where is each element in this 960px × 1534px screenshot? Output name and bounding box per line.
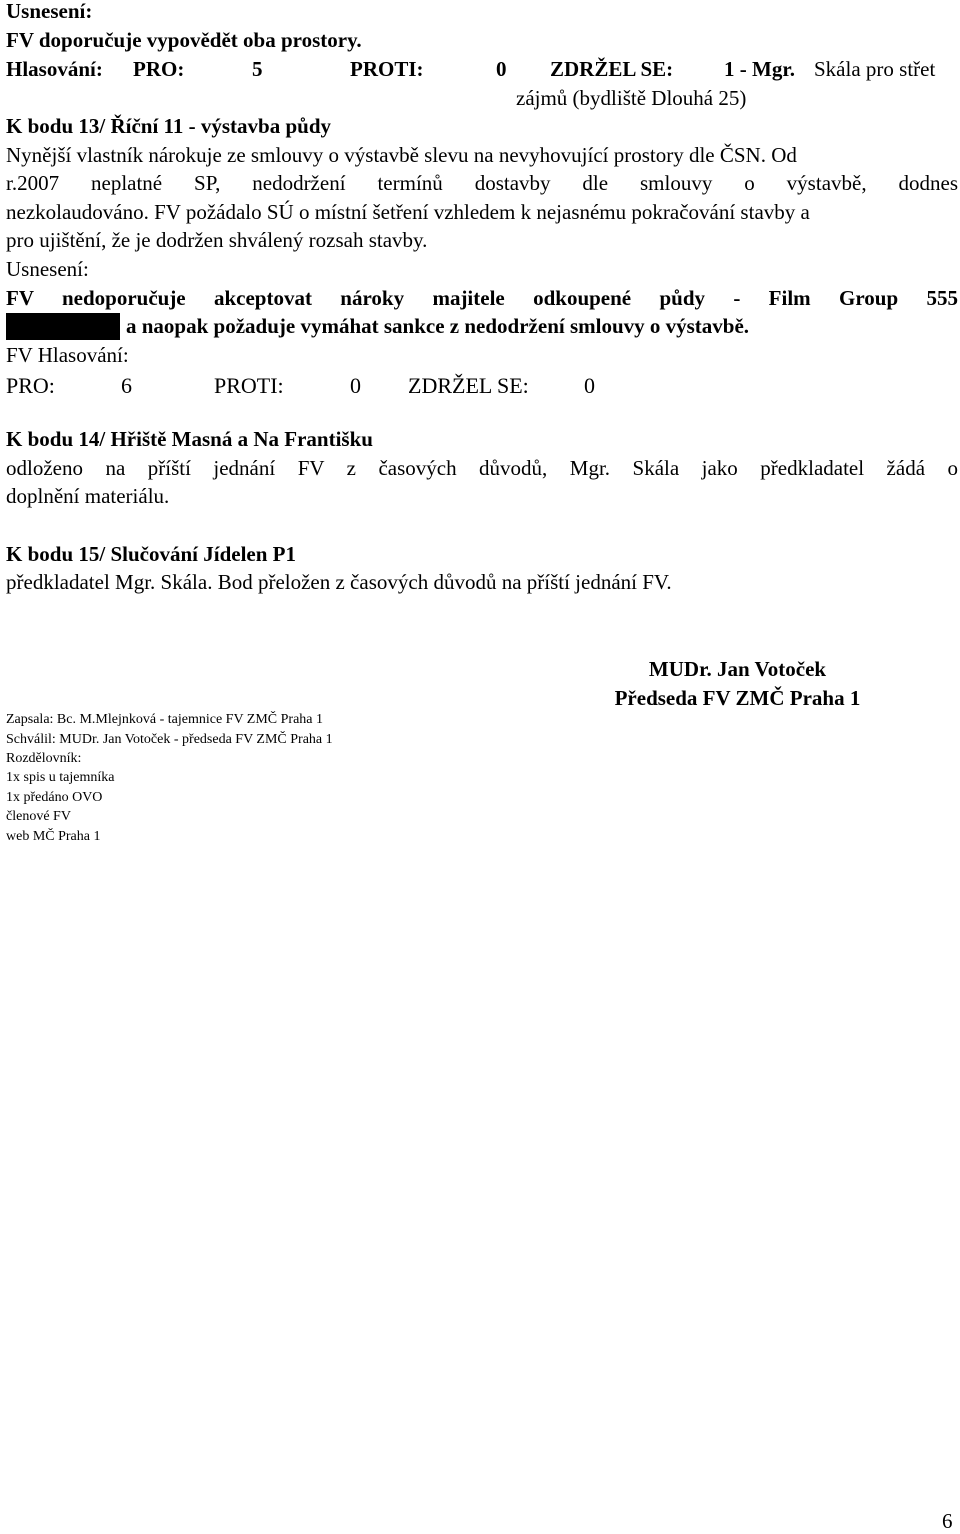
distribution-item: web MČ Praha 1 (6, 829, 101, 844)
vote-pro-label: PRO: (133, 57, 185, 81)
item13-vote-zdrzel-value: 0 (584, 373, 595, 398)
item13-heading: K bodu 13/ Říční 11 - výstavba půdy (6, 114, 332, 138)
vote-zdrzel-value: 1 - Mgr. (724, 57, 795, 81)
vote-pro-value: 5 (252, 57, 263, 81)
item14-text-line1: odloženo na příští jednání FV z časových důvodů, Mgr. Skála jako předkladatel žádá o (6, 456, 958, 480)
redaction-block (6, 313, 120, 340)
resolution-label: Usnesení: (6, 0, 93, 23)
page-number: 6 (942, 1509, 953, 1533)
item15-text: předkladatel Mgr. Skála. Bod přeložen z časových důvodů na příští jednání FV. (6, 570, 672, 594)
footer-rozdelovnik: Rozdělovník: (6, 751, 82, 766)
vote-note-line1: Skála pro střet (814, 57, 936, 81)
signature-role: Předseda FV ZMČ Praha 1 (614, 686, 861, 710)
item13-resolution-line1: FV nedoporučuje akceptovat nároky majitele odkoupené půdy - Film Group 555 (6, 286, 958, 310)
item13-text-line4: pro ujištění, že je dodržen shválený rozsah stavby. (6, 228, 428, 252)
item13-resolution-label: Usnesení: (6, 257, 89, 281)
distribution-item: 1x předáno OVO (6, 790, 103, 805)
footer-zapsala: Zapsala: Bc. M.Mlejnková - tajemnice FV ZMČ Praha 1 (6, 712, 324, 727)
item13-vote-proti-label: PROTI: (214, 373, 284, 398)
resolution-text: FV doporučuje vypovědět oba prostory. (6, 28, 362, 52)
item15-heading: K bodu 15/ Slučování Jídelen P1 (6, 542, 296, 566)
item13-vote-proti-value: 0 (350, 373, 361, 398)
vote-zdrzel-label: ZDRŽEL SE: (550, 57, 674, 81)
item13-text-line1: Nynější vlastník nárokuje ze smlouvy o výstavbě slevu na nevyhovující prostory dle ČSN. Od (6, 143, 797, 167)
vote-note-line2: zájmů (bydliště Dlouhá 25) (516, 86, 747, 110)
item13-vote-pro-label: PRO: (6, 373, 55, 398)
distribution-item: 1x spis u tajemníka (6, 770, 115, 785)
item13-resolution-line2: a naopak požaduje vymáhat sankce z nedodržení smlouvy o výstavbě. (126, 314, 750, 338)
signature-name: MUDr. Jan Votoček (648, 657, 827, 681)
distribution-item: členové FV (6, 809, 71, 824)
vote-label: Hlasování: (6, 57, 103, 81)
item13-vote-zdrzel-label: ZDRŽEL SE: (408, 373, 529, 398)
item13-text-line3: nezkolaudováno. FV požádalo SÚ o místní šetření vzhledem k nejasnému pokračování stavby a (6, 200, 810, 224)
footer-schvalil: Schválil: MUDr. Jan Votoček - předseda FV ZMČ Praha 1 (6, 732, 333, 747)
item13-text-line2: r.2007 neplatné SP, nedodržení termínů dostavby dle smlouvy o výstavbě, dodnes (6, 171, 958, 195)
item13-vote-label: FV Hlasování: (6, 343, 129, 367)
item13-vote-pro-value: 6 (121, 373, 132, 398)
item14-heading: K bodu 14/ Hřiště Masná a Na Františku (6, 427, 373, 451)
vote-proti-label: PROTI: (350, 57, 424, 81)
vote-proti-value: 0 (496, 57, 507, 81)
item14-text-line2: doplnění materiálu. (6, 484, 170, 508)
